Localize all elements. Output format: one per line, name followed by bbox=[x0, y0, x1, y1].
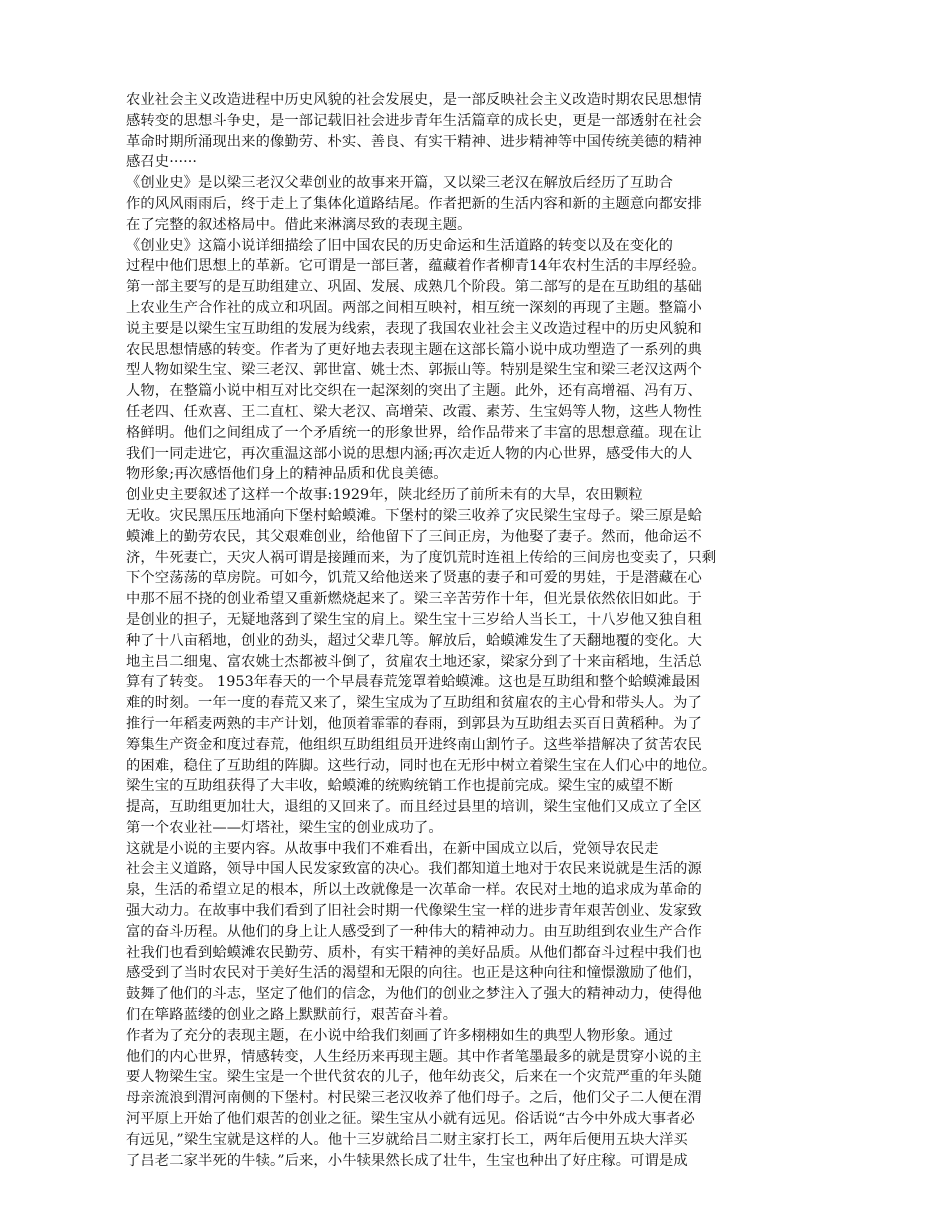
text-line: 第一部主要写的是互助组建立、巩固、发展、成熟几个阶段。第二部写的是在互助组的基础 bbox=[126, 279, 702, 296]
text-line: 我们一同走进它，再次重温这部小说的思想内涵;再次走近人物的内心世界，感受伟大的人 bbox=[126, 445, 693, 462]
text-line: 型人物如梁生宝、梁三老汉、郭世富、姚士杰、郭振山等。特别是梁生宝和梁三老汉这两个 bbox=[126, 362, 702, 379]
text-line: 农民思想情感的转变。作者为了更好地去表现主题在这部长篇小说中成功塑造了一系列的典 bbox=[126, 341, 702, 358]
text-line: 感受到了当时农民对于美好生活的渴望和无限的向往。也正是这种向往和憧憬激励了他们， bbox=[126, 965, 702, 982]
text-line: 济，牛死妻亡，天灾人祸可谓是接踵而来，为了度饥荒时连祖上传给的三间房也变卖了，只剩 bbox=[126, 549, 717, 566]
text-line: 富的奋斗历程。从他们的身上让人感受到了一种伟大的精神动力。由互助组到农业生产合作 bbox=[126, 923, 702, 940]
text-line: 感召史······ bbox=[126, 154, 198, 171]
text-line: 河平原上开始了他们艰苦的创业之征。梁生宝从小就有远见。俗话说“古今中外成大事者必 bbox=[126, 1111, 695, 1128]
text-line: 是创业的担子，无疑地落到了梁生宝的肩上。梁生宝十三岁给人当长工，十八岁他又独自租 bbox=[126, 611, 702, 628]
text-line: 中那不屈不挠的创业希望又重新燃烧起来了。梁三辛苦劳作十年，但光景依然依旧如此。于 bbox=[126, 591, 702, 608]
document-body bbox=[126, 90, 758, 1171]
text-line: 格鲜明。他们之间组成了一个矛盾统一的形象世界，给作品带来了丰富的思想意蕴。现在让 bbox=[126, 424, 702, 441]
text-line: 过程中他们思想上的革新。它可谓是一部巨著，蕴藏着作者柳青14年农村生活的丰厚经验。 bbox=[126, 258, 706, 275]
text-line: 人物，在整篇小说中相互对比交织在一起深刻的突出了主题。此外，还有高增福、冯有万、 bbox=[126, 383, 702, 400]
text-line: 算有了转变。 1953年春天的一个早晨春荒笼罩着蛤蟆滩。这也是互助组和整个蛤蟆滩最困 bbox=[126, 674, 701, 691]
text-line: 社会主义道路，领导中国人民发家致富的决心。我们都知道土地对于农民来说就是生活的源 bbox=[126, 861, 702, 878]
text-line: 无收。灾民黑压压地涌向下堡村蛤蟆滩。下堡村的梁三收养了灾民梁生宝母子。梁三原是蛤 bbox=[126, 507, 702, 524]
text-line: 提高，互助组更加壮大，退组的又回来了。而且经过县里的培训，梁生宝他们又成立了全区 bbox=[126, 799, 702, 816]
text-line: 《创业史》这篇小说详细描绘了旧中国农民的历史命运和生活道路的转变以及在变化的 bbox=[126, 237, 674, 254]
text-line: 们在筚路蓝缕的创业之路上默默前行，艰苦奋斗着。 bbox=[126, 1007, 458, 1024]
text-line: 上农业生产合作社的成立和巩固。两部之间相互映衬，相互统一深刻的再现了主题。整篇小 bbox=[126, 299, 702, 316]
text-line: 作者为了充分的表现主题，在小说中给我们刻画了许多栩栩如生的典型人物形象。通过 bbox=[126, 1027, 674, 1044]
text-line: 说主要是以梁生宝互助组的发展为线索，表现了我国农业社会主义改造过程中的历史风貌和 bbox=[126, 320, 702, 337]
text-line: 母亲流浪到渭河南侧的下堡村。村民梁三老汉收养了他们母子。之后，他们父子二人便在渭 bbox=[126, 1090, 702, 1107]
text-line: 种了十八亩稻地，创业的劲头，超过父辈几等。解放后，蛤蟆滩发生了天翻地覆的变化。大 bbox=[126, 632, 702, 649]
text-line: 强大动力。在故事中我们看到了旧社会时期一代像梁生宝一样的进步青年艰苦创业、发家致 bbox=[126, 903, 702, 920]
text-line: 泉，生活的希望立足的根本，所以土改就像是一次革命一样。农民对土地的追求成为革命的 bbox=[126, 882, 702, 899]
text-line: 要人物梁生宝。梁生宝是一个世代贫农的儿子，他年幼丧父，后来在一个灾荒严重的年头随 bbox=[126, 1069, 702, 1086]
text-line: 推行一年稻麦两熟的丰产计划，他顶着霏霏的春雨，到郭县为互助组去买百日黄稻种。为了 bbox=[126, 715, 702, 732]
text-line: 创业史主要叙述了这样一个故事:1929年，陕北经历了前所未有的大旱，农田颗粒 bbox=[126, 487, 643, 504]
text-line: 作的风风雨雨后，终于走上了集体化道路结尾。作者把新的生活内容和新的主题意向都安排 bbox=[126, 195, 702, 212]
text-line: 物形象;再次感悟他们身上的精神品质和优良美德。 bbox=[126, 466, 448, 483]
text-line: 任老四、任欢喜、王二直杠、梁大老汉、高增荣、改霞、素芳、生宝妈等人物，这些人物性 bbox=[126, 403, 702, 420]
text-line: 地主吕二细鬼、富农姚士杰都被斗倒了，贫雇农土地还家，梁家分到了十来亩稻地，生活总 bbox=[126, 653, 702, 670]
text-line: 筹集生产资金和度过春荒，他组织互助组组员开进终南山割竹子。这些举措解决了贫苦农民 bbox=[126, 736, 702, 753]
text-line: 农业社会主义改造进程中历史风貌的社会发展史，是一部反映社会主义改造时期农民思想情 bbox=[126, 92, 702, 108]
text-line: 难的时刻。一年一度的春荒又来了，梁生宝成为了互助组和贫雇农的主心骨和带头人。为了 bbox=[126, 695, 702, 712]
text-line: 革命时期所涌现出来的像勤劳、朴实、善良、有实干精神、进步精神等中国传统美德的精神 bbox=[126, 133, 702, 150]
text-line: 这就是小说的主要内容。从故事中我们不难看出，在新中国成立以后，党领导农民走 bbox=[126, 840, 659, 857]
text-line: 第一个农业社——灯塔社，梁生宝的创业成功了。 bbox=[126, 819, 443, 836]
text-line: 感转变的思想斗争史，是一部记载旧社会进步青年生活篇章的成长史，更是一部透射在社会 bbox=[126, 112, 702, 129]
text-line: 他们的内心世界，情感转变，人生经历来再现主题。其中作者笔墨最多的就是贯穿小说的主 bbox=[126, 1048, 702, 1065]
text-line: 在了完整的叙述格局中。借此来淋漓尽致的表现主题。 bbox=[126, 216, 472, 233]
text-line: 《创业史》是以梁三老汉父辈创业的故事来开篇，又以梁三老汉在解放后经历了互助合 bbox=[126, 175, 674, 192]
text-line: 的困难，稳住了互助组的阵脚。这些行动，同时也在无形中树立着梁生宝在人们心中的地位。 bbox=[126, 757, 717, 774]
text-line: 梁生宝的互助组获得了大丰收，蛤蟆滩的统购统销工作也提前完成。梁生宝的威望不断 bbox=[126, 778, 674, 795]
text-line: 了吕老二家半死的牛犊。”后来，小牛犊果然长成了壮牛，生宝也种出了好庄稼。可谓是成 bbox=[126, 1152, 688, 1169]
text-line: 蟆滩上的勤劳农民，其父艰难创业，给他留下了三间正房，为他娶了妻子。然而，他命运不 bbox=[126, 528, 702, 545]
text-line: 鼓舞了他们的斗志，坚定了他们的信念，为他们的创业之梦注入了强大的精神动力，使得他 bbox=[126, 986, 702, 1003]
text-line: 有远见，”梁生宝就是这样的人。他十三岁就给吕二财主家打长工，两年后便用五块大洋买 bbox=[126, 1131, 688, 1148]
text-line: 下个空荡荡的草房院。可如今，饥荒又给他送来了贤惠的妻子和可爱的男娃，于是潜藏在心 bbox=[126, 570, 702, 587]
text-line: 社我们也看到蛤蟆滩农民勤劳、质朴，有实干精神的美好品质。从他们都奋斗过程中我们也 bbox=[126, 944, 702, 961]
